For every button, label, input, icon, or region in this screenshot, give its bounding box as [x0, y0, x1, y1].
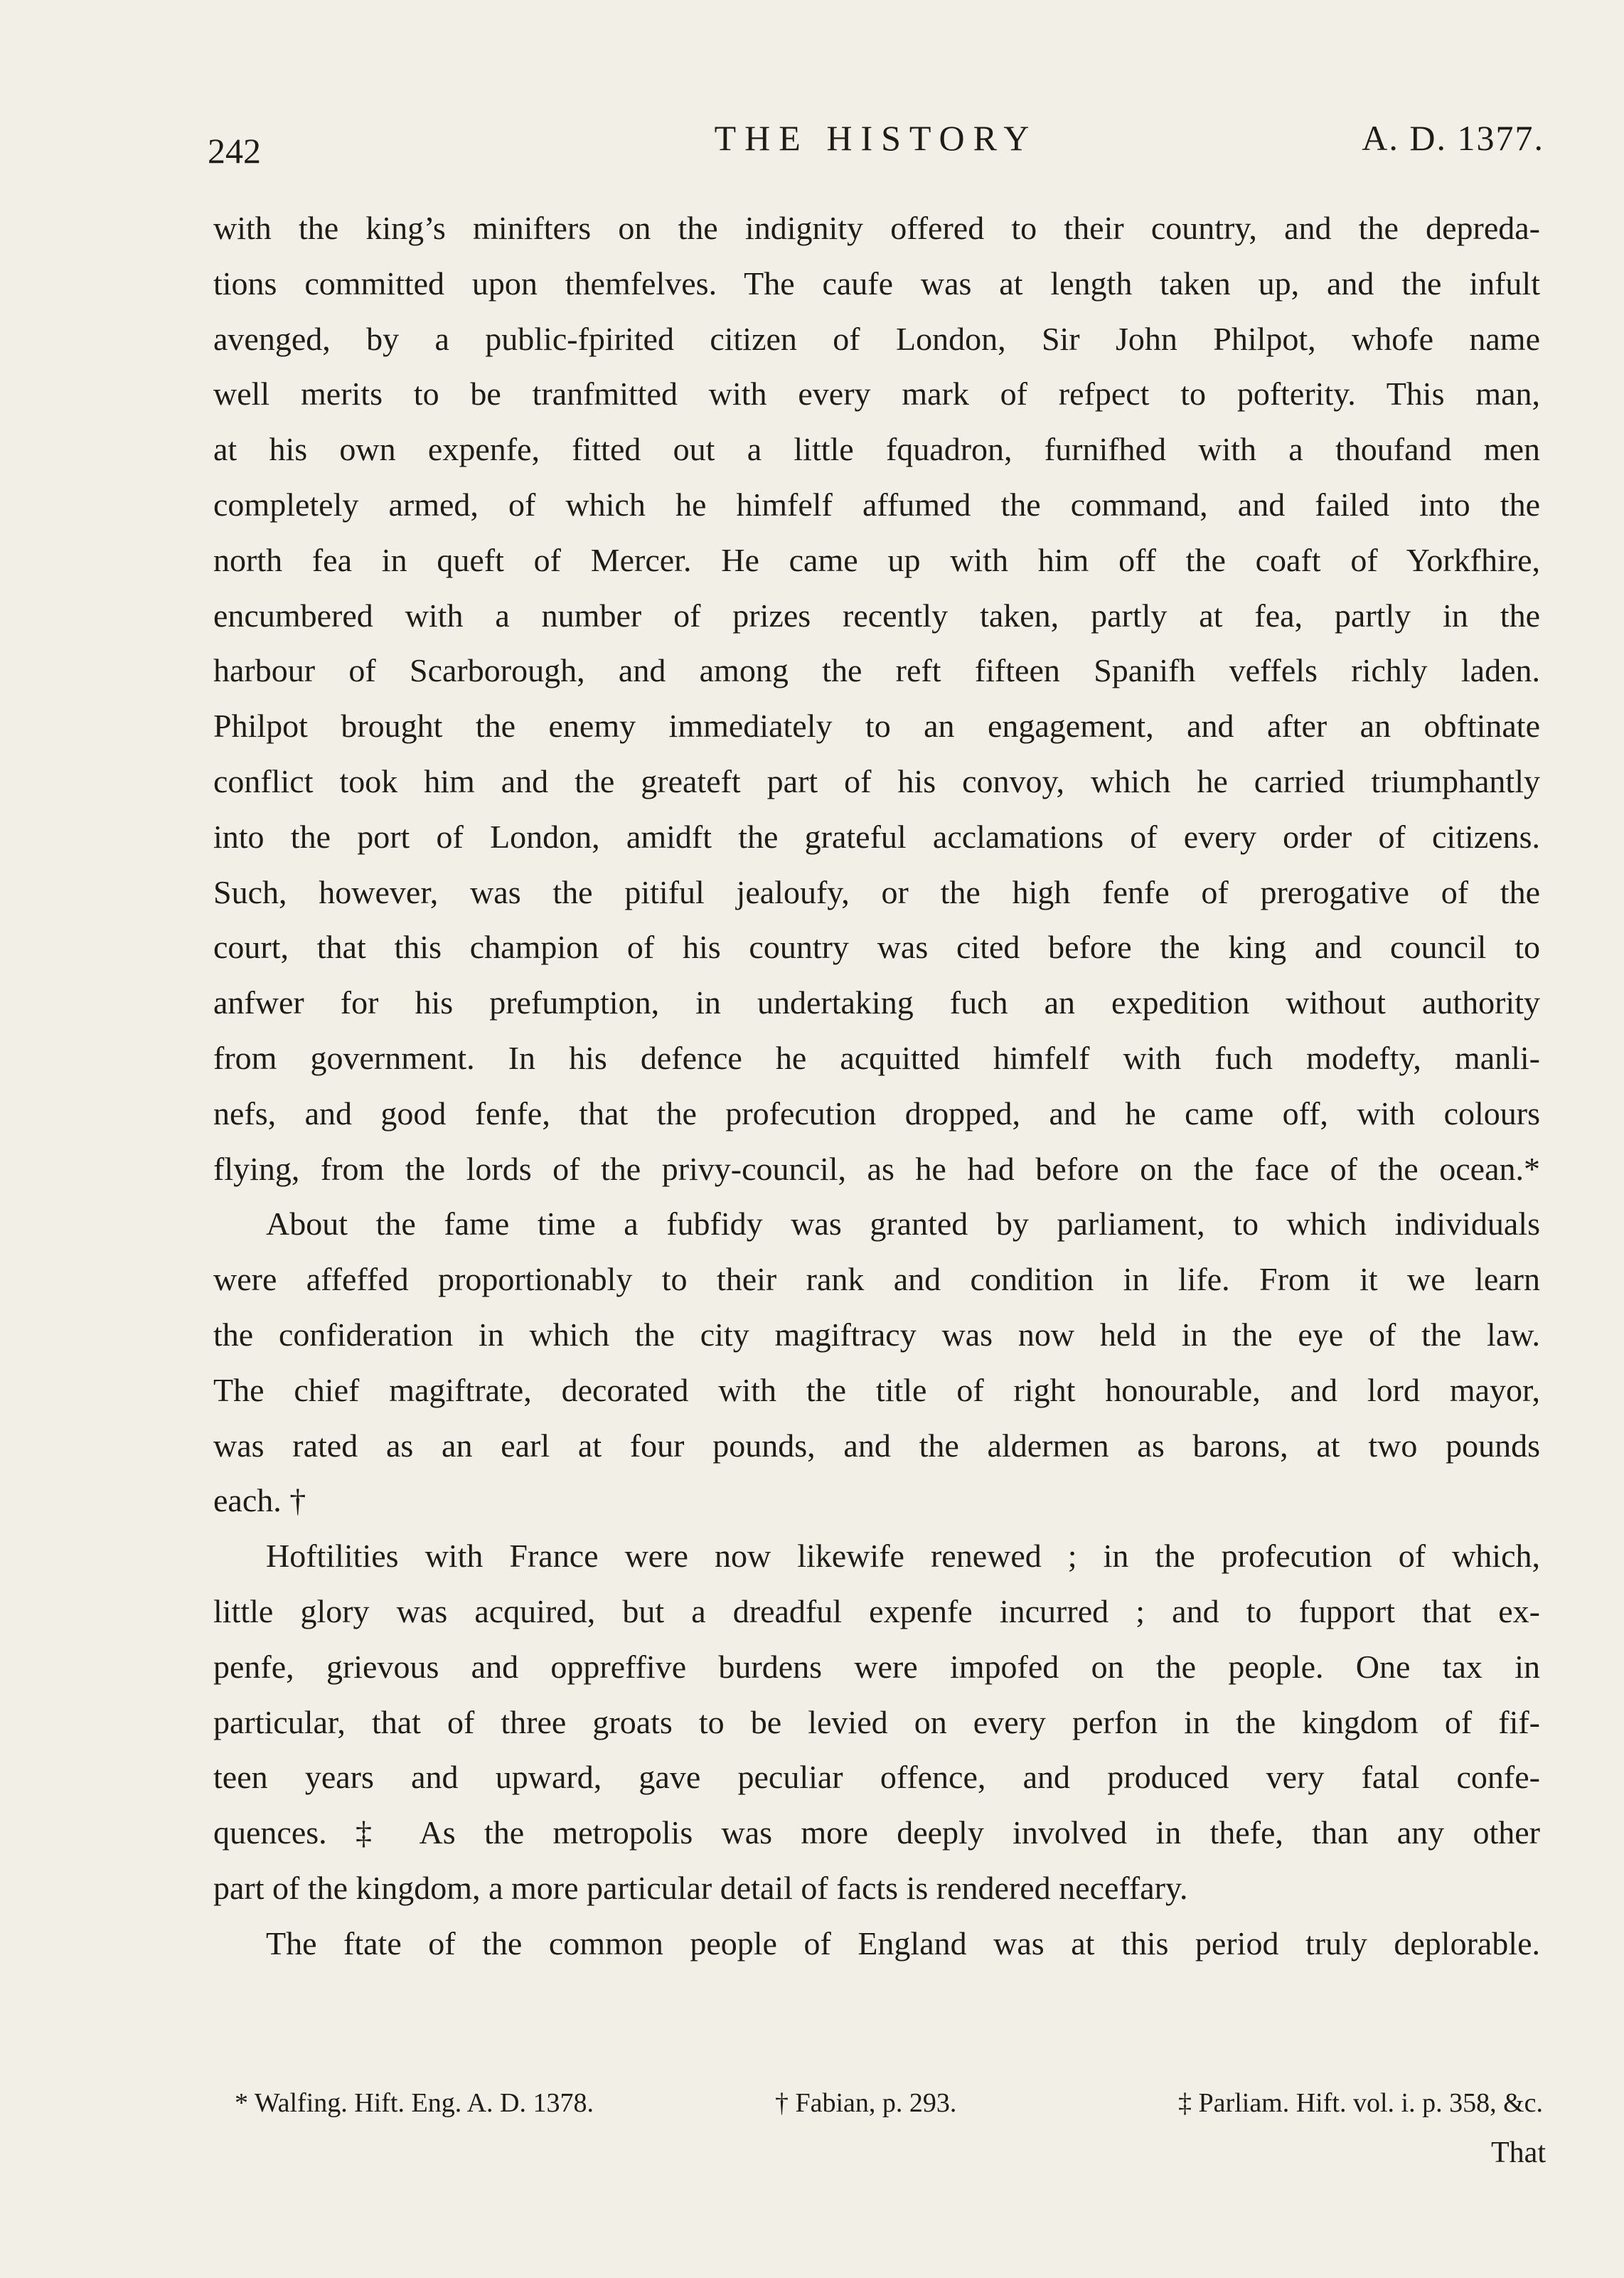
text-line: avenged, by a public-fpirited citizen of London, Sir John Philpot, whofe name [213, 320, 1540, 357]
text-line: flying, from the lords of the privy-council, as he had before on the face of the ocean.* [213, 1150, 1540, 1187]
text-line: Hoftilities with France were now likewife renewed ; in the profecution of which, [266, 1538, 1540, 1575]
footnote: * Walfing. Hift. Eng. A. D. 1378. [235, 2088, 594, 2118]
text-line: completely armed, of which he himfelf affumed the command, and failed into the [213, 486, 1540, 523]
text-line: conflict took him and the greateft part of his convoy, which he carried triumphantly [213, 762, 1540, 799]
text-line: The chief magiftrate, decorated with the title of right honourable, and lord mayor, [213, 1371, 1540, 1408]
text-line: each. † [213, 1482, 306, 1519]
text-line: quences. ‡ As the metropolis was more deeply involved in thefe, than any other [213, 1814, 1540, 1851]
page-number: 242 [208, 131, 261, 171]
text-line: the confideration in which the city magiftracy was now held in the eye of the law. [213, 1316, 1540, 1353]
text-line: tions committed upon themfelves. The caufe was at length taken up, and the infult [213, 265, 1540, 302]
text-line: nefs, and good fenfe, that the profecution dropped, and he came off, with colours [213, 1095, 1540, 1132]
footnote: ‡ Parliam. Hift. vol. i. p. 358, &c. [1178, 2088, 1543, 2118]
text-line: was rated as an earl at four pounds, and the aldermen as barons, at two pounds [213, 1427, 1540, 1464]
text-line: well merits to be tranfmitted with every mark of refpect to pofterity. This man, [213, 376, 1540, 413]
text-line: penfe, grievous and oppreffive burdens were impofed on the people. One tax in [213, 1648, 1540, 1685]
text-line: into the port of London, amidft the grateful acclamations of every order of citizens. [213, 818, 1540, 855]
footnote: † Fabian, p. 293. [775, 2088, 957, 2118]
text-line: Such, however, was the pitiful jealoufy, or the high fenfe of prerogative of the [213, 873, 1540, 910]
text-line: teen years and upward, gave peculiar offence, and produced very fatal confe- [213, 1759, 1540, 1796]
text-line: part of the kingdom, a more particular detail of facts is rendered neceffary. [213, 1869, 1188, 1906]
text-line: with the king’s minifters on the indignity offered to their country, and the depreda- [213, 210, 1540, 246]
text-line: encumbered with a number of prizes recently taken, partly at fea, partly in the [213, 597, 1540, 634]
text-line: particular, that of three groats to be levied on every perfon in the kingdom of fif- [213, 1703, 1540, 1740]
page-header [208, 117, 1544, 174]
text-line: court, that this champion of his country was cited before the king and council to [213, 929, 1540, 966]
text-line: at his own expenfe, fitted out a little fquadron, furnifhed with a thoufand men [213, 431, 1540, 468]
catchword: That [1491, 2136, 1546, 2169]
running-title: THE HISTORY [714, 118, 1038, 158]
text-line: The ftate of the common people of England was at this period truly deplorable. [266, 1925, 1540, 1962]
text-line: from government. In his defence he acquitted himfelf with fuch modefty, manli- [213, 1039, 1540, 1076]
header-date: A. D. 1377. [1362, 118, 1544, 158]
body-text [213, 201, 1540, 1971]
text-line: were affeffed proportionably to their rank and condition in life. From it we learn [213, 1261, 1540, 1298]
text-line: harbour of Scarborough, and among the reft fifteen Spanifh veffels richly laden. [213, 652, 1540, 689]
text-line: anfwer for his prefumption, in undertaking fuch an expedition without authority [213, 984, 1540, 1021]
text-line: About the fame time a fubfidy was granted by parliament, to which individuals [266, 1205, 1540, 1242]
text-line: little glory was acquired, but a dreadful expenfe incurred ; and to fupport that ex- [213, 1592, 1540, 1629]
text-line: north fea in queft of Mercer. He came up with him off the coaft of Yorkfhire, [213, 541, 1540, 578]
text-line: Philpot brought the enemy immediately to an engagement, and after an obftinate [213, 708, 1540, 745]
